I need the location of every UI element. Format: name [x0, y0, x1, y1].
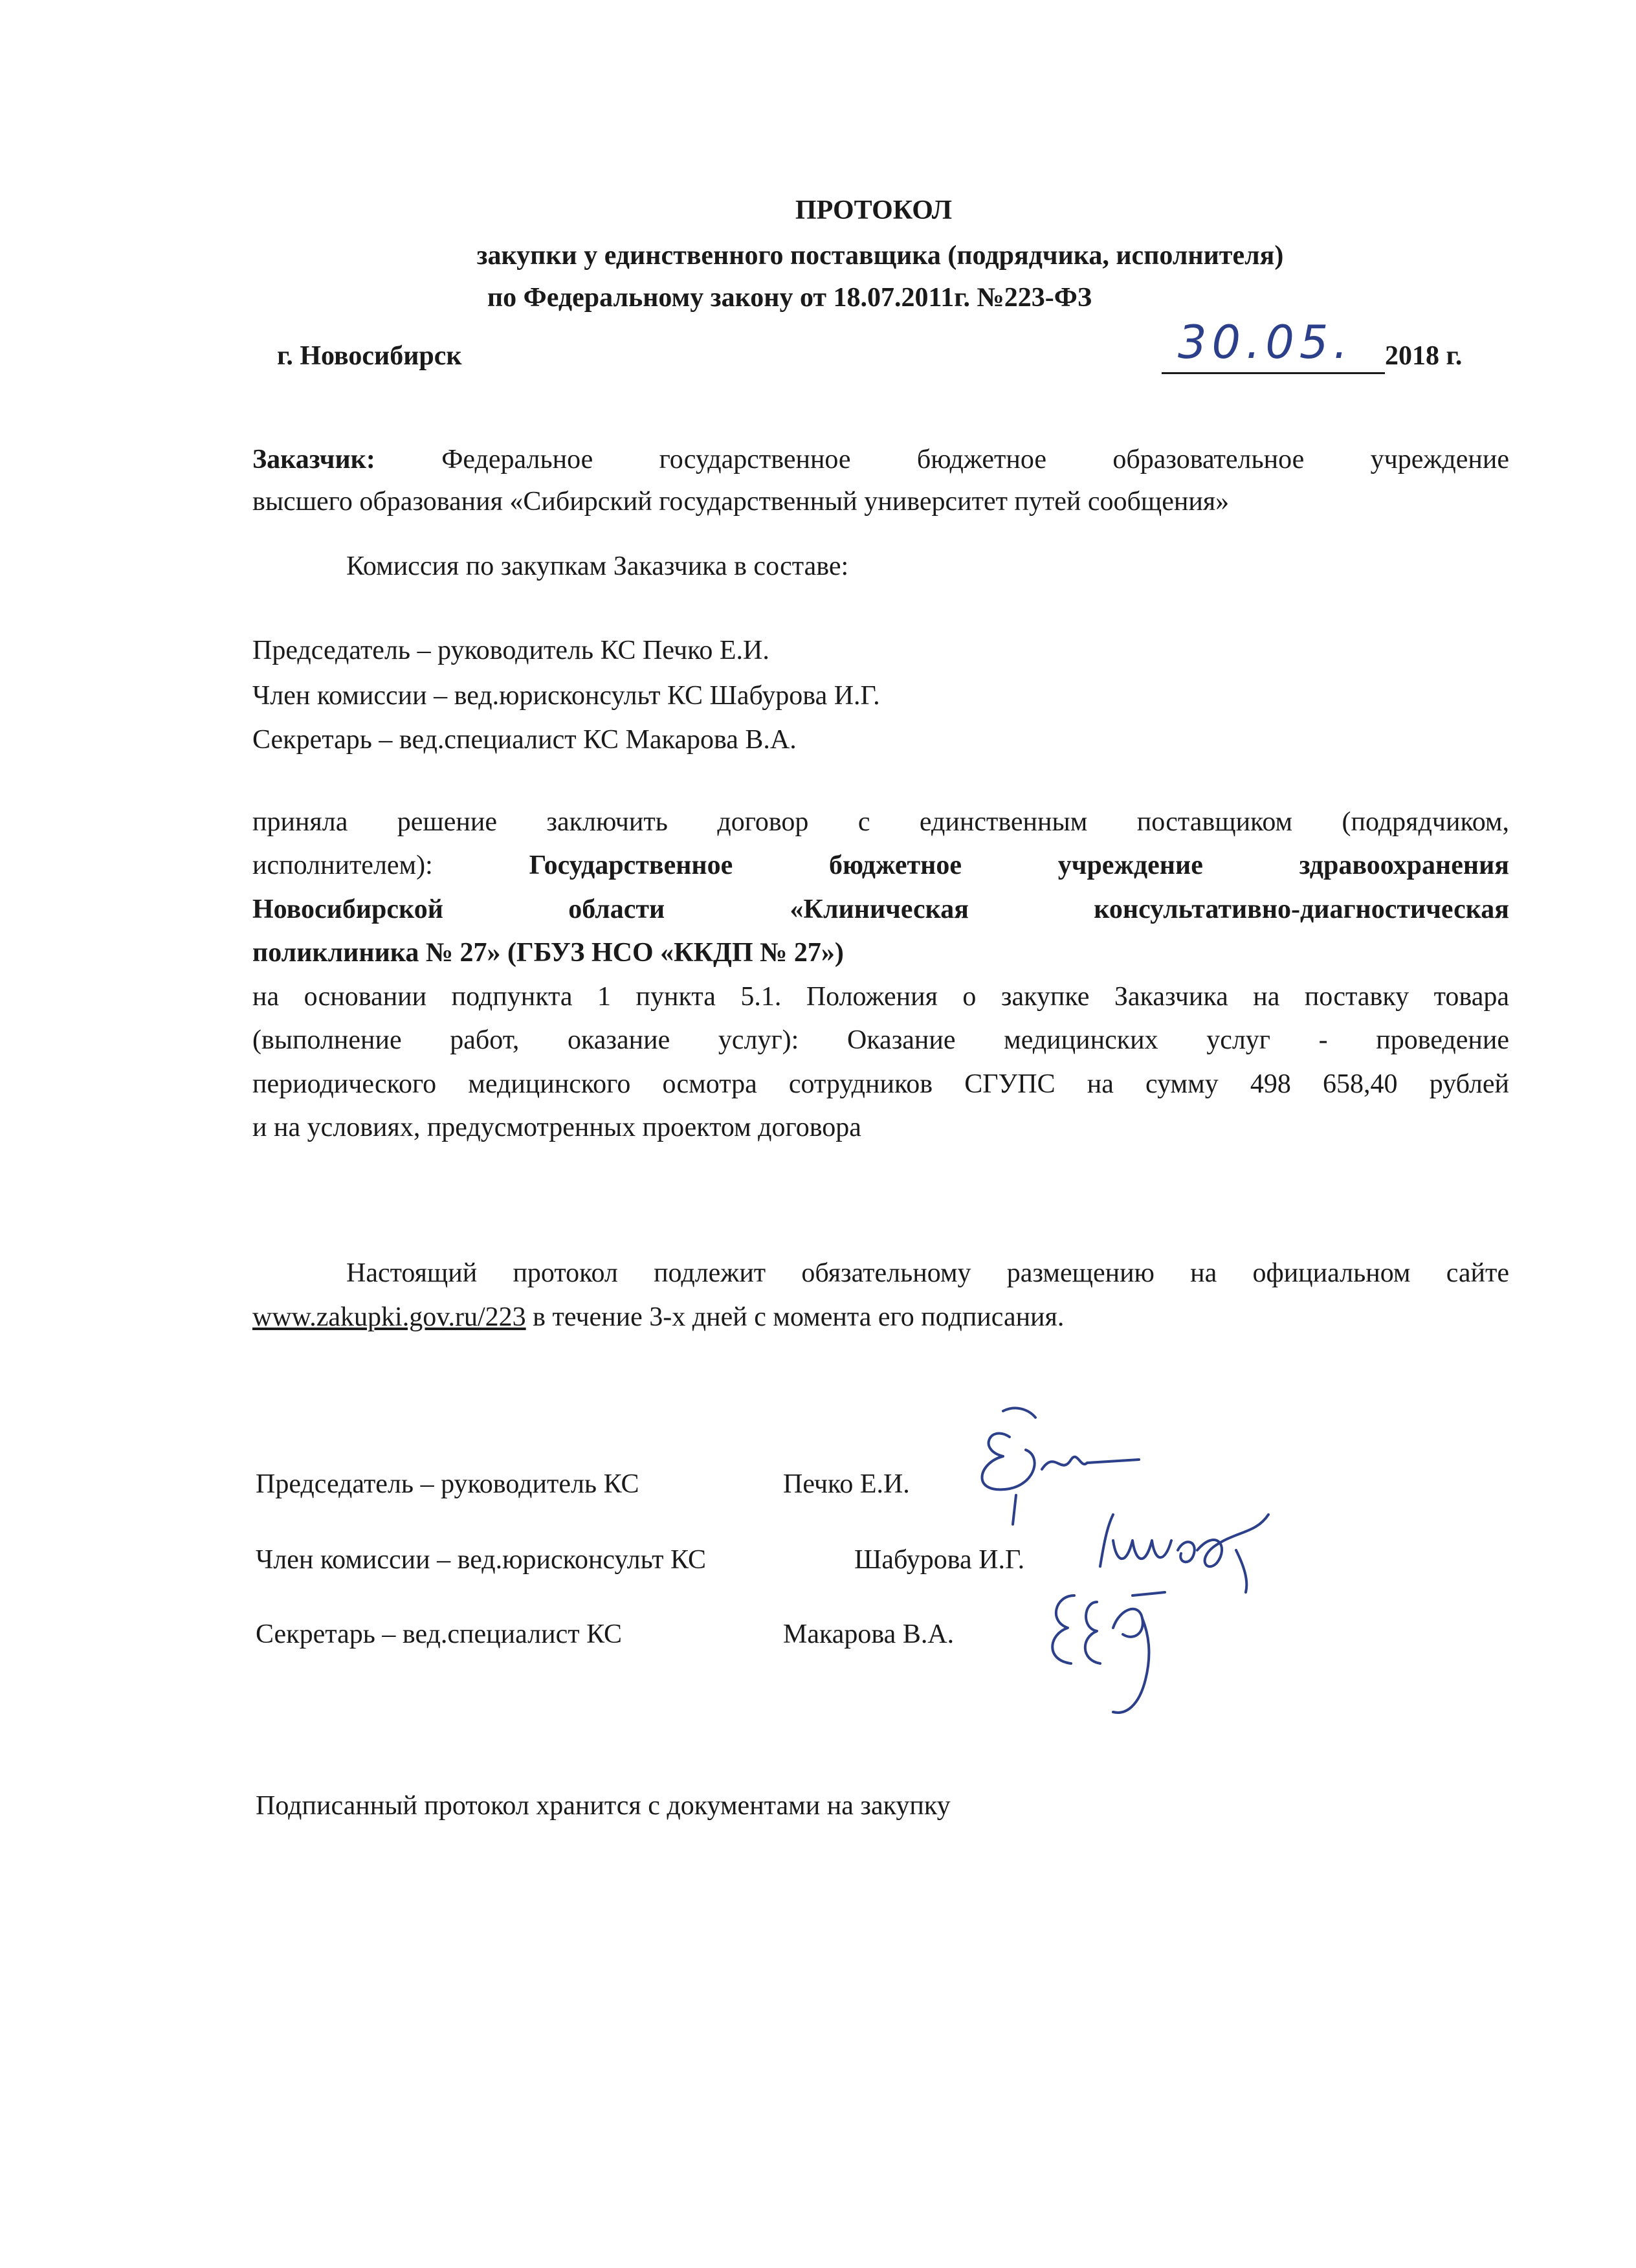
- city: г. Новосибирск: [277, 341, 462, 371]
- publication-line1: Настоящий протокол подлежит обязательному размещению на официальном сайте: [346, 1258, 1509, 1288]
- decision-line6: (выполнение работ, оказание услуг): Оказание медицинских услуг - проведение: [252, 1025, 1509, 1055]
- signature-name-secretary: Макарова В.А.: [783, 1619, 955, 1649]
- signature-secretary-handwritten: [1035, 1583, 1184, 1725]
- commission-member-chair: Председатель – руководитель КС Печко Е.И.: [252, 636, 769, 665]
- signature-role-lawyer: Член комиссии – вед.юрисконсульт КС: [256, 1545, 707, 1575]
- date-year: 2018 г.: [1385, 341, 1463, 371]
- decision-line5: на основании подпункта 1 пункта 5.1. Положения о закупке Заказчика на поставку товара: [252, 982, 1509, 1012]
- customer-text-line2: высшего образования «Сибирский государственный университет путей сообщения»: [252, 487, 1230, 517]
- document-subtitle-line1: закупки у единственного поставщика (подрядчика, исполнителя): [476, 241, 1284, 271]
- commission-member-secretary: Секретарь – вед.специалист КС Макарова В.А.: [252, 725, 797, 755]
- footer-note: Подписанный протокол хранится с документами на закупку: [256, 1791, 951, 1821]
- signature-name-chair: Печко Е.И.: [783, 1469, 910, 1499]
- publication-line2-rest: в течение 3-х дней с момента его подписания.: [525, 1302, 1065, 1332]
- supplier-name-part1: Государственное бюджетное учреждение здравоохранения: [529, 850, 1509, 880]
- document-subtitle-line2: по Федеральному закону от 18.07.2011г. №223-ФЗ: [487, 283, 1092, 313]
- supplier-name-part3: поликлиника № 27» (ГБУЗ НСО «ККДП № 27»): [252, 938, 844, 968]
- commission-intro: Комиссия по закупкам Заказчика в составе:: [346, 551, 849, 581]
- document-title: ПРОТОКОЛ: [795, 195, 953, 225]
- supplier-name-part2: Новосибирской области «Клиническая консультативно-диагностическая: [252, 895, 1509, 924]
- customer-line1: [252, 437, 1509, 482]
- signature-role-chair: Председатель – руководитель КС: [256, 1469, 639, 1499]
- date-underline: [1162, 372, 1385, 374]
- decision-line1: приняла решение заключить договор с единственным поставщиком (подрядчиком,: [252, 807, 1509, 837]
- customer-label: Заказчик:: [252, 445, 375, 474]
- decision-line2: [252, 843, 1509, 888]
- zakupki-link[interactable]: www.zakupki.gov.ru/223: [252, 1302, 526, 1332]
- signature-role-secretary: Секретарь – вед.специалист КС: [256, 1619, 623, 1649]
- publication-line2: [252, 1295, 1064, 1340]
- decision-line2-plain: исполнителем):: [252, 850, 433, 880]
- handwritten-date: 30.05.: [1178, 316, 1353, 369]
- customer-text-line1: Федеральное государственное бюджетное образовательное учреждение: [441, 445, 1509, 474]
- signature-name-lawyer: Шабурова И.Г.: [854, 1545, 1025, 1575]
- decision-line7: периодического медицинского осмотра сотрудников СГУПС на сумму 498 658,40 рублей: [252, 1069, 1509, 1099]
- commission-member-lawyer: Член комиссии – вед.юрисконсульт КС Шабурова И.Г.: [252, 681, 880, 711]
- decision-line8: и на условиях, предусмотренных проектом договора: [252, 1113, 861, 1142]
